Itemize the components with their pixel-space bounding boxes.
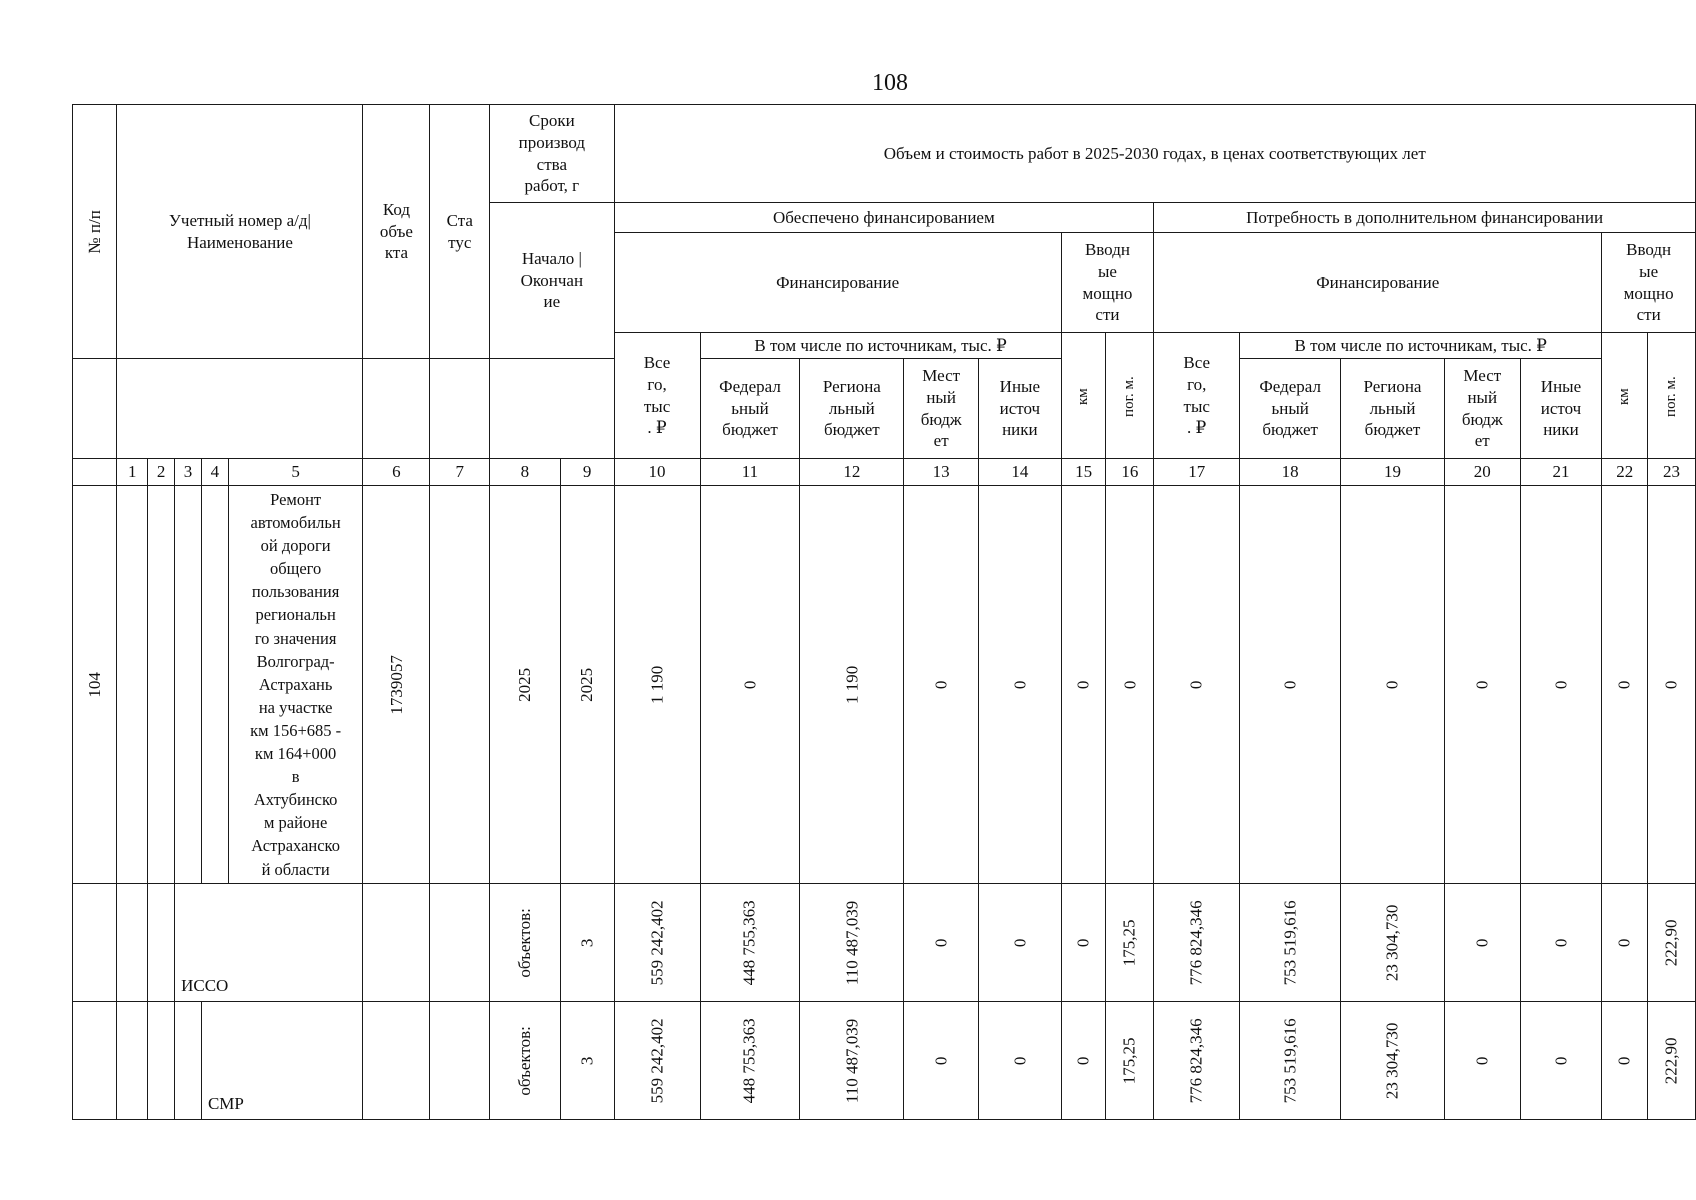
header-spacer xyxy=(430,359,490,459)
value-cell: 0 xyxy=(1648,486,1696,884)
value-cell: 222,90 xyxy=(1648,884,1696,1002)
value-cell: 0 xyxy=(1520,884,1602,1002)
header-regional-provided: Региона льный бюджет xyxy=(800,359,904,459)
road-name-cell: Ремонт автомобильн ой дороги общего пользования региональн го значения Волгоград- Астрахань на участке км 156+685 - км 164+000 в Ахтубинско м районе Астраханско й области xyxy=(228,486,363,884)
cell xyxy=(430,884,490,1002)
column-number: 10 xyxy=(614,459,700,486)
column-number: 9 xyxy=(560,459,614,486)
value-cell: 0 xyxy=(904,1002,979,1120)
value-cell: 1 190 xyxy=(614,486,700,884)
value-cell: 0 xyxy=(904,486,979,884)
value-cell: 0 xyxy=(1520,486,1602,884)
value-cell: 23 304,730 xyxy=(1341,1002,1445,1120)
column-number: 19 xyxy=(1341,459,1445,486)
value-cell: 0 xyxy=(1061,486,1106,884)
value-cell: 1 190 xyxy=(800,486,904,884)
value-cell: 753 519,616 xyxy=(1240,1002,1341,1120)
header-code: Код объе кта xyxy=(363,105,430,359)
value-cell: 0 xyxy=(1240,486,1341,884)
header-total-need: Все го, тыс . ₽ xyxy=(1154,333,1240,459)
column-number: 16 xyxy=(1106,459,1154,486)
header-total-provided: Все го, тыс . ₽ xyxy=(614,333,700,459)
header-terms: Сроки производ ства работ, г xyxy=(490,105,614,203)
end-cell: 2025 xyxy=(560,486,614,884)
column-number: 6 xyxy=(363,459,430,486)
header-spacer xyxy=(363,359,430,459)
cell xyxy=(363,884,430,1002)
header-spacer xyxy=(490,359,614,459)
header-financing-provided: Финансирование xyxy=(614,233,1061,333)
cell xyxy=(363,1002,430,1120)
column-number-blank xyxy=(73,459,117,486)
value-cell: 0 xyxy=(1444,884,1520,1002)
column-numbers-row xyxy=(73,459,1696,486)
value-cell: 110 487,039 xyxy=(800,884,904,1002)
value-cell: 110 487,039 xyxy=(800,1002,904,1120)
value-cell: 776 824,346 xyxy=(1154,1002,1240,1120)
header-pog-need: пог. м. xyxy=(1648,333,1696,459)
value-cell: 0 xyxy=(1341,486,1445,884)
value-cell: 0 xyxy=(979,884,1062,1002)
cell xyxy=(73,884,117,1002)
column-number: 14 xyxy=(979,459,1062,486)
column-number: 1 xyxy=(117,459,148,486)
column-number: 12 xyxy=(800,459,904,486)
column-number: 8 xyxy=(490,459,561,486)
column-number: 3 xyxy=(175,459,202,486)
value-cell: 448 755,363 xyxy=(700,884,800,1002)
header-local-provided: Мест ный бюдж ет xyxy=(904,359,979,459)
header-capacity-provided: Вводн ые мощно сти xyxy=(1061,233,1154,333)
value-cell: 0 xyxy=(979,1002,1062,1120)
header-sources-provided: В том числе по источникам, тыс. ₽ xyxy=(700,333,1061,359)
header-start-end: Начало | Окончан ие xyxy=(490,203,614,359)
header-provided: Обеспечено финансированием xyxy=(614,203,1154,233)
header-status: Ста тус xyxy=(430,105,490,359)
value-cell: 559 242,402 xyxy=(614,884,700,1002)
cell xyxy=(117,1002,148,1120)
objects-count-cell: 3 xyxy=(560,884,614,1002)
value-cell: 222,90 xyxy=(1648,1002,1696,1120)
objects-label-cell: объектов: xyxy=(490,884,561,1002)
column-number: 13 xyxy=(904,459,979,486)
value-cell: 0 xyxy=(1602,884,1648,1002)
header-federal-need: Федерал ьный бюджет xyxy=(1240,359,1341,459)
start-cell: 2025 xyxy=(490,486,561,884)
value-cell: 0 xyxy=(1602,486,1648,884)
group-label-smr: СМР xyxy=(201,1002,363,1120)
financing-table xyxy=(72,104,1696,1120)
value-cell: 448 755,363 xyxy=(700,1002,800,1120)
value-cell: 559 242,402 xyxy=(614,1002,700,1120)
value-cell: 0 xyxy=(1061,1002,1106,1120)
cell xyxy=(175,486,202,884)
column-number: 5 xyxy=(228,459,363,486)
objects-label-cell: объектов: xyxy=(490,1002,561,1120)
cell xyxy=(117,486,148,884)
cell xyxy=(201,486,228,884)
value-cell: 776 824,346 xyxy=(1154,884,1240,1002)
cell xyxy=(117,884,148,1002)
status-cell xyxy=(430,486,490,884)
header-financing-need: Финансирование xyxy=(1154,233,1602,333)
header-sources-need: В том числе по источникам, тыс. ₽ xyxy=(1240,333,1602,359)
value-cell: 0 xyxy=(1154,486,1240,884)
header-volume: Объем и стоимость работ в 2025-2030 годах, в ценах соответствующих лет xyxy=(614,105,1695,203)
value-cell: 0 xyxy=(904,884,979,1002)
header-regional-need: Региона льный бюджет xyxy=(1341,359,1445,459)
value-cell: 0 xyxy=(1061,884,1106,1002)
cell xyxy=(430,1002,490,1120)
column-number: 15 xyxy=(1061,459,1106,486)
column-number: 23 xyxy=(1648,459,1696,486)
value-cell: 0 xyxy=(979,486,1062,884)
cell xyxy=(148,486,175,884)
value-cell: 0 xyxy=(1444,1002,1520,1120)
column-number: 21 xyxy=(1520,459,1602,486)
header-other-need: Иные источ ники xyxy=(1520,359,1602,459)
header-pog-provided: пог. м. xyxy=(1106,333,1154,459)
header-account-name: Учетный номер а/д| Наименование xyxy=(117,105,363,359)
column-number: 4 xyxy=(201,459,228,486)
column-number: 2 xyxy=(148,459,175,486)
value-cell: 175,25 xyxy=(1106,1002,1154,1120)
group-label-isso: ИССО xyxy=(175,884,363,1002)
page-number: 108 xyxy=(872,70,908,96)
cell xyxy=(148,884,175,1002)
column-number: 7 xyxy=(430,459,490,486)
header-other-provided: Иные источ ники xyxy=(979,359,1062,459)
column-number: 18 xyxy=(1240,459,1341,486)
cell xyxy=(148,1002,175,1120)
table-row xyxy=(73,884,1696,1002)
objects-count-cell: 3 xyxy=(560,1002,614,1120)
object-code-cell: 1739057 xyxy=(363,486,430,884)
header-num: № п/п xyxy=(73,105,117,359)
header-capacity-need: Вводн ые мощно сти xyxy=(1602,233,1696,333)
column-number: 20 xyxy=(1444,459,1520,486)
column-number: 22 xyxy=(1602,459,1648,486)
cell xyxy=(175,1002,202,1120)
header-km-need: км xyxy=(1602,333,1648,459)
column-number: 17 xyxy=(1154,459,1240,486)
header-spacer xyxy=(73,359,117,459)
header-federal-provided: Федерал ьный бюджет xyxy=(700,359,800,459)
row-num-cell: 104 xyxy=(73,486,117,884)
header-spacer xyxy=(117,359,363,459)
cell xyxy=(73,1002,117,1120)
value-cell: 0 xyxy=(1602,1002,1648,1120)
table-row xyxy=(73,486,1696,884)
value-cell: 0 xyxy=(1444,486,1520,884)
header-local-need: Мест ный бюдж ет xyxy=(1444,359,1520,459)
header-need: Потребность в дополнительном финансировании xyxy=(1154,203,1696,233)
column-number: 11 xyxy=(700,459,800,486)
value-cell: 0 xyxy=(1520,1002,1602,1120)
value-cell: 175,25 xyxy=(1106,884,1154,1002)
value-cell: 23 304,730 xyxy=(1341,884,1445,1002)
header-km-provided: км xyxy=(1061,333,1106,459)
value-cell: 0 xyxy=(700,486,800,884)
value-cell: 753 519,616 xyxy=(1240,884,1341,1002)
table-row xyxy=(73,1002,1696,1120)
value-cell: 0 xyxy=(1106,486,1154,884)
